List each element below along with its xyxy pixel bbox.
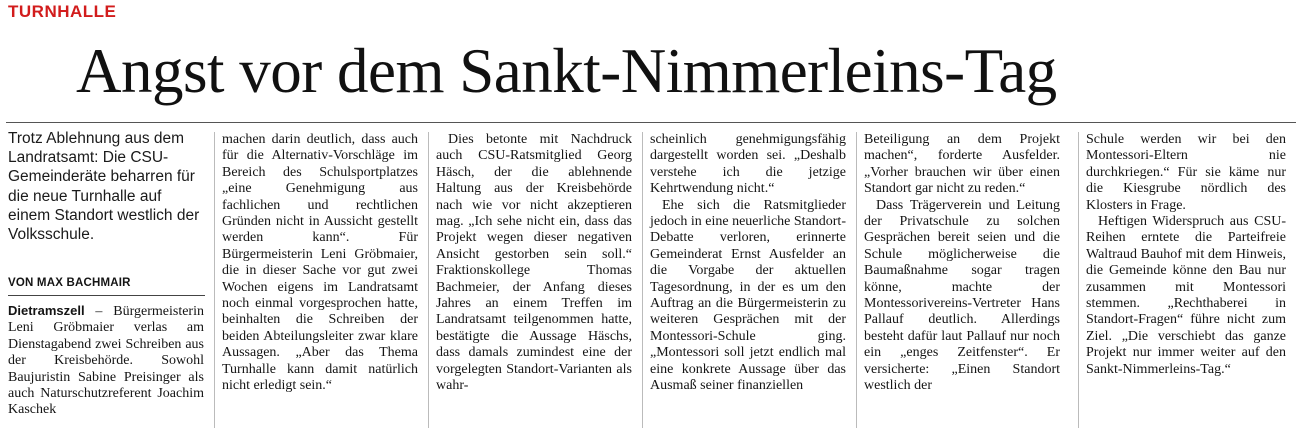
article-column-5 (864, 132, 1060, 395)
column-divider (214, 132, 215, 428)
teaser-text: Trotz Ablehnung aus dem Landratsamt: Die CSU-Gemeinderäte beharren für die neue Turnhalle auf einem Standort westlich der Volksschule. (8, 130, 200, 244)
teaser (8, 129, 205, 244)
column-1-paragraph-1: – Bürgermeisterin Leni Gröbmaier verlas am Dienstagabend zwei Schreiben aus der Kreisbehörde. Sowohl Baujuristin Sabine Preisinger als auch Naturschutzreferent Joachim Kaschek (8, 304, 204, 418)
article-column-6 (1086, 132, 1286, 378)
section-kicker: TURNHALLE (8, 2, 117, 21)
byline-divider (8, 295, 205, 296)
byline: VON MAX BACHMAIR (8, 277, 131, 289)
column-4-paragraph-1: scheinlich genehmigungsfähig dargestellt worden sei. „Deshalb verstehe ich die jetzige Kehrtwendung nicht.“ (650, 132, 846, 197)
column-6-paragraph-1: Schule werden wir bei den Montessori-Eltern nie durchkriegen.“ Für sie käme nur die Kiesgrube nördlich des Klosters in Frage. (1086, 132, 1286, 213)
article-column-3 (436, 132, 632, 395)
column-4-paragraph-2: Ehe sich die Ratsmitglieder jedoch in eine neuerliche Standort-Debatte verloren, erinnerte Gemeinderat Ernst Ausfelder an die Vorgabe der aktuellen Tagesordnung, in der es um den Auftrag an die Bürgermeisterin zu weiteren Gesprächen mit der Montessori-Schule ging. „Montessori soll jetzt endlich mal eine konkrete Aussage über das Ausmaß seiner finanziellen (650, 197, 846, 394)
article-column-1 (8, 303, 204, 419)
dateline: Dietramszell (8, 303, 85, 318)
column-3-paragraph-1: Dies betonte mit Nachdruck auch CSU-Ratsmitglied Georg Häsch, der die ablehnende Haltung aus der Kreisbehörde nach wie vor nicht akzeptieren mag. „Ich sehe nicht ein, dass das Projekt wegen dieser negativen Ansicht gestorben sein soll.“ Fraktionskollege Thomas Bachmeier, der Anfang dieses Jahres an einem Treffen im Landratsamt teilgenommen hatte, bestätigte die Aussage Häschs, dass damals zumindest eine der vorgelegten Standort-Varianten als wahr- (436, 132, 632, 394)
column-divider (856, 132, 857, 428)
column-2-paragraph-1: machen darin deutlich, dass auch für die Alternativ-Vorschläge im Bereich des Schulsportplatzes „eine Genehmigung aus fachlichen und rechtlichen Gründen nicht in Aussicht gestellt werden kann“. Für Bürgermeisterin Leni Gröbmaier, die in dieser Sache vor gut zwei Wochen eigens im Landratsamt noch einmal vorgesprochen hatte, beinhalten die Schreiben der beiden Abteilungsleiter zwar klare Aussagen. „Aber das Thema Turnhalle kann damit natürlich nicht erledigt sein.“ (222, 132, 418, 394)
column-divider (642, 132, 643, 428)
column-divider (1078, 132, 1079, 428)
article-column-2 (222, 132, 418, 395)
headline-divider (6, 122, 1296, 123)
column-5-paragraph-1: Beteiligung an dem Projekt machen“, forderte Ausfelder. „Vorher brauchen wir über einen Standort gar nicht zu reden.“ (864, 132, 1060, 197)
article-column-4 (650, 132, 846, 395)
column-divider (428, 132, 429, 428)
column-5-paragraph-2: Dass Trägerverein und Leitung der Privatschule zu solchen Gesprächen bereit seien und die Schule möglicherweise die Baumaßnahme sogar tragen könne, machte der Montessorivereins-Vertreter Hans Pallauf deutlich. Allerdings besteht dafür laut Pallauf nur noch ein „enges Zeitfenster“. Er versicherte: „Einen Standort westlich der (864, 197, 1060, 394)
column-6-paragraph-2: Heftigen Widerspruch aus CSU-Reihen erntete die Parteifreie Waltraud Bauhof mit dem Hinweis, die Gemeinde könne den Bau nur zusammen mit Montessori stemmen. „Rechthaberei in Standort-Fragen“ führe nicht zum Ziel. „Die verschiebt das ganze Projekt nur immer weiter auf den Sankt-Nimmerleins-Tag.“ (1086, 214, 1286, 377)
headline: Angst vor dem Sankt-Nimmerleins-Tag (76, 36, 1057, 106)
